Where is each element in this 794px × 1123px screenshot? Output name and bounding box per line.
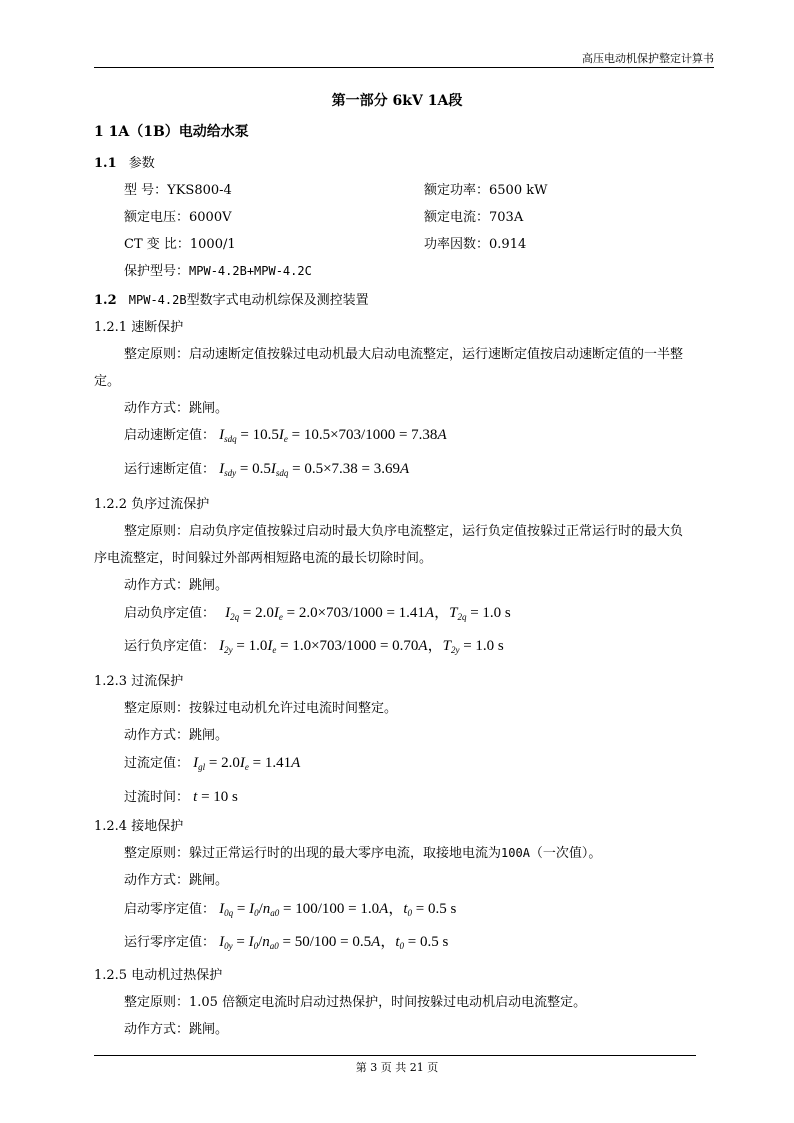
s121-principle-line1: 整定原则：启动速断定值按躲过电动机最大启动电流整定，运行速断定值按启动速断定值的一半整 xyxy=(124,347,684,362)
s121-start-setting xyxy=(124,424,447,444)
s125-action: 动作方式：跳闸。 xyxy=(124,1022,229,1037)
param-model-value: YKS800-4 xyxy=(167,183,232,198)
s123-setting-equation: $I_{gl} = 2.0I_e = 1.41A$ xyxy=(193,755,301,772)
param-pf-label: 功率因数： xyxy=(424,237,490,252)
s124-run-label: 运行零序定值： xyxy=(124,935,216,950)
param-model-label: 型 号： xyxy=(124,183,168,198)
s121-run-setting xyxy=(124,458,409,478)
section-1-2-device: MPW-4.2B xyxy=(128,293,187,307)
section-1-2-number: 1.2 xyxy=(94,293,117,308)
s122-run-equation: $I_{2y} = 1.0I_e = 1.0\times 703/1000 = 0.70A$，$T_{2y} = 1.0$ s xyxy=(219,638,504,655)
param-voltage-label: 额定电压： xyxy=(124,210,190,225)
s121-start-equation-rhs: = 10.5×703/1000 = 7.38 xyxy=(291,427,438,443)
subsection-1-2-4-title: 1.2.4 接地保护 xyxy=(94,819,184,834)
s123-time-equation: t = 10 s xyxy=(193,789,238,805)
section-1-heading xyxy=(94,121,249,141)
s124-principle-current: 100A xyxy=(501,846,530,860)
s122-run-equation-rhs: = 1.0×703/1000 = 0.70 xyxy=(280,638,419,654)
s121-action: 动作方式：跳闸。 xyxy=(124,401,229,416)
s123-time-value: = 10 s xyxy=(201,789,238,805)
param-power-factor xyxy=(424,233,526,252)
param-ct-value: 1000/1 xyxy=(189,237,236,252)
s124-action: 动作方式：跳闸。 xyxy=(124,873,229,888)
s122-start-equation-rhs: = 2.0×703/1000 = 1.41 xyxy=(286,605,425,621)
param-current-value: 703A xyxy=(489,210,524,225)
s122-run-setting xyxy=(124,634,504,655)
s124-principle xyxy=(124,842,601,861)
s124-principle-a: 整定原则：躲过正常运行时的出现的最大零序电流，取接地电流为 xyxy=(124,846,502,861)
s124-run-equation: $I_{0y} = I_0/n_{a0} = 50/100 = 0.5A$，$t_0 = 0.5$ s xyxy=(219,934,449,951)
s121-run-equation-rhs: = 0.5×7.38 = 3.69 xyxy=(292,461,401,477)
document-header-title: 高压电动机保护整定计算书 xyxy=(582,52,714,65)
page-number: 第 3 页 共 21 页 xyxy=(355,1061,439,1074)
section-1-1-number: 1.1 xyxy=(94,156,117,171)
s124-principle-b: （一次值）。 xyxy=(529,846,602,861)
param-relay-label: 保护型号： xyxy=(124,264,190,279)
param-ct-label: CT 变 比： xyxy=(124,237,190,252)
s122-start-label: 启动负序定值： xyxy=(124,606,216,621)
s124-start-equation: $I_{0q} = I_0/n_{a0} = 100/100 = 1.0A$，$t_0 = 0.5$ s xyxy=(219,901,457,918)
s123-action: 动作方式：跳闸。 xyxy=(124,728,229,743)
subsection-1-2-1-title: 1.2.1 速断保护 xyxy=(94,320,184,335)
header-divider xyxy=(94,67,714,68)
s122-start-setting xyxy=(124,601,511,622)
s123-time-label: 过流时间： xyxy=(124,790,190,805)
s122-start-time: = 1.0 s xyxy=(470,605,511,621)
param-relay-value: MPW-4.2B+MPW-4.2C xyxy=(189,264,312,278)
s122-principle-line2: 序电流整定，时间躲过外部两相短路电流的最长切除时间。 xyxy=(94,551,433,566)
subsection-1-2-3-title: 1.2.3 过流保护 xyxy=(94,674,184,689)
s123-overcurrent-time xyxy=(124,786,238,806)
s124-start-label: 启动零序定值： xyxy=(124,902,216,917)
section-1-1-heading xyxy=(94,152,155,171)
s123-overcurrent-setting xyxy=(124,752,300,772)
s122-run-label: 运行负序定值： xyxy=(124,639,216,654)
param-power xyxy=(424,179,547,198)
param-voltage xyxy=(124,206,232,225)
param-relay-model xyxy=(124,260,312,279)
s122-run-time: = 1.0 s xyxy=(463,638,504,654)
param-power-label: 额定功率： xyxy=(424,183,490,198)
s124-run-time: = 0.5 s xyxy=(407,934,449,950)
section-1-2-title: 型数字式电动机综保及测控装置 xyxy=(186,293,369,308)
s122-principle-line1: 整定原则：启动负序定值按躲过启动时最大负序电流整定，运行负定值按躲过正常运行时的最大负 xyxy=(124,524,684,539)
footer-divider xyxy=(94,1055,696,1056)
s122-action: 动作方式：跳闸。 xyxy=(124,578,229,593)
section-1-1-title: 参数 xyxy=(128,156,155,171)
param-ct-ratio xyxy=(124,233,236,252)
param-pf-value: 0.914 xyxy=(489,237,527,252)
s125-principle: 整定原则：1.05 倍额定电流时启动过热保护，时间按躲过电动机启动电流整定。 xyxy=(124,995,587,1010)
s121-run-label: 运行速断定值： xyxy=(124,462,216,477)
s121-principle-line2: 定。 xyxy=(94,374,121,389)
param-power-value: 6500 kW xyxy=(489,183,548,198)
part-title: 第一部分 6kV 1A段 xyxy=(331,93,463,109)
param-model xyxy=(124,179,232,198)
s124-start-time: = 0.5 s xyxy=(415,901,457,917)
param-current-label: 额定电流： xyxy=(424,210,490,225)
s123-setting-label: 过流定值： xyxy=(124,756,190,771)
param-current xyxy=(424,206,523,225)
s123-setting-equation-rhs: = 1.41 xyxy=(252,755,292,771)
s124-run-equation-rhs: = 50/100 = 0.5 xyxy=(282,934,372,950)
param-voltage-value: 6000V xyxy=(189,210,232,225)
s124-run-setting xyxy=(124,930,448,951)
subsection-1-2-5-title: 1.2.5 电动机过热保护 xyxy=(94,968,223,983)
s124-start-setting xyxy=(124,897,456,918)
s121-start-equation: $I_{sdq} = 10.5I_e = 10.5\times 703/1000 = 7.38A$ xyxy=(219,427,447,444)
s124-start-equation-rhs: = 100/100 = 1.0 xyxy=(283,901,380,917)
section-1-number: 1 xyxy=(94,124,104,140)
s122-start-equation: $I_{2q} = 2.0I_e = 2.0\times 703/1000 = 1.41A$，$T_{2q} = 1.0$ s xyxy=(225,605,511,622)
s121-start-label: 启动速断定值： xyxy=(124,428,216,443)
section-1-2-heading xyxy=(94,289,369,308)
subsection-1-2-2-title: 1.2.2 负序过流保护 xyxy=(94,497,210,512)
s121-run-equation: $I_{sdy} = 0.5I_{sdq} = 0.5\times 7.38 = 3.69A$ xyxy=(219,461,410,478)
s123-principle: 整定原则：按躲过电动机允许过电流时间整定。 xyxy=(124,701,398,716)
section-1-title: 1A（1B）电动给水泵 xyxy=(108,124,249,140)
